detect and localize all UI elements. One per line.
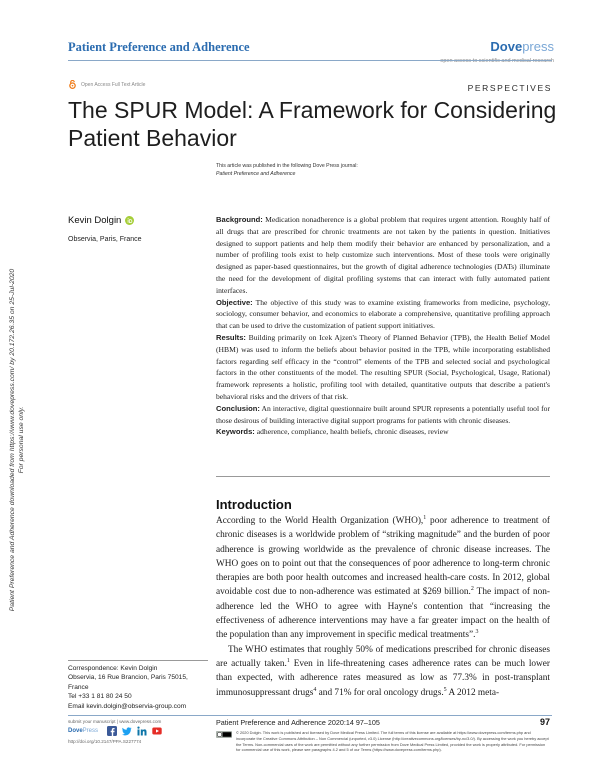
submit-manuscript-link[interactable]: submit your manuscript | www.dovepress.com [68,719,162,724]
abstract-results [216,332,550,403]
abstract-objective [216,297,550,332]
publication-note-journal: Patient Preference and Adherence [216,171,296,177]
abstract-divider [216,476,550,477]
publisher-logo-bold: Dove [490,39,523,54]
conclusion-text: An interactive, digital questionnaire built around SPUR represents a potentially useful tool for those desirous of building interactive digital support programs for patients with chronic diseases. [216,403,550,425]
reference-link[interactable]: 1 [286,657,290,664]
creative-commons-icon[interactable] [216,731,232,738]
license-block [216,730,550,753]
author-block [68,215,134,226]
intro-p1-text-c: The impact of non-adherence led the WHO to agree with Hayne's contention that “increasing the effectiveness of adherence interventions may have a far greater impact on the health of the population than any improvement in specific medical treatments”. [216,587,550,641]
correspondence-address: Observia, 16 Rue Brancion, Paris 75015, [68,674,188,682]
page-number: 97 [539,717,550,727]
reference-link[interactable]: 3 [475,629,479,636]
intro-p2-text-c: and 71% for oral oncology drugs. [316,687,444,698]
introduction-body [216,514,550,700]
reference-link[interactable]: 2 [470,586,474,593]
objective-text: The objective of this study was to examine existing frameworks from medicine, psychology, sociology, consumer behavior, and economics to elaborate a comprehensive, quantitative profiling approach that can be used to drive the customization of patient support initiatives. [216,297,550,331]
keywords-text: adherence, compliance, health beliefs, chronic diseases, review [256,427,449,437]
facebook-icon[interactable] [107,726,117,736]
reference-link[interactable]: 5 [443,686,447,693]
open-access-text: Open Access Full Text Article [81,81,146,88]
open-access-icon [68,80,77,89]
results-label: Results: [216,332,246,342]
correspondence-name: Correspondence: Kevin Dolgin [68,665,158,672]
header-divider [68,60,552,61]
correspondence-email[interactable]: Email kevin.dolgin@observia-group.com [68,702,187,710]
footer-citation: Patient Preference and Adherence 2020:14 97–105 [216,718,380,727]
background-label: Background: [216,215,263,224]
correspondence-block [68,660,208,711]
publication-note [216,162,358,178]
dovepress-footer-wordmark[interactable] [68,728,98,735]
intro-paragraph-1 [216,514,550,643]
article-title: The SPUR Model: A Framework for Considering Patient Behavior [68,97,557,151]
article-type: PERSPECTIVES [467,83,552,93]
correspondence-country: France [68,683,89,691]
intro-p1-text-a: According to the World Health Organization (WHO), [216,516,424,526]
dovepress-footer-bold: Dove [68,727,83,734]
intro-p2-text-a: The WHO estimates that roughly 50% of medications prescribed for chronic diseases are actually taken. [216,644,550,669]
background-text: Medication nonadherence is a global problem that requires urgent attention. Roughly half of all drugs that are prescribed for chronic treatments are not taken by the patients in question. Initiatives designed to support patients and help them modify their behavior are enhanced by personalization, and a number of profiling tools exist to help customize such interventions. Most of these tools were originally designed as paper-based questionnaires, but the growth of digital adherence technologies (DATs) illuminate the need for the development of digital profiling systems that can interact with fully automated patient interfaces. [216,215,550,295]
abstract-conclusion [216,403,550,427]
intro-p1-text-b: poor adherence to treatment of chronic diseases is a worldwide problem of “striking magnitude” and the burden of poor adherence is growing worldwide as the prevalence of chronic disease increases. The WHO goes on to point out that the consequences of poor adherence to long-term chronic therapies are both poor health outcomes and increased health-care costs. In 2012, global avoidable cost due to non-adherence was estimated at $269 billion. [216,516,550,598]
correspondence-phone: Tel +33 1 81 80 24 50 [68,693,132,701]
publication-note-line: This article was published in the following Dove Press journal: [216,163,358,169]
twitter-icon[interactable] [122,726,132,736]
dovepress-footer-light: Press [82,727,99,734]
intro-paragraph-2 [216,643,550,700]
introduction-heading: Introduction [216,497,292,512]
keywords-label: Keywords: [216,427,255,437]
side-note-line-2: For personal use only. [18,406,25,474]
abstract-background [216,214,550,297]
license-text: © 2020 Dolgin. This work is published and licensed by Dove Medical Press Limited. The full terms of this license are available at https://www.dovepress.com/terms.php and incorporate the Creative Commons Attribution – Non Commercial (unported, v3.0) License (http://creativecommons.org/licenses/by-nc/3.0/). By accessing the work you hereby accept the Terms. Non-commercial uses of the work are permitted without any further permission from Dove Medical Press Limited, provided the work is properly attributed. For permission for commercial use of this work, please see paragraphs 4.2 and 5 of our Terms (https://www.dovepress.com/terms.php). [236,730,549,753]
side-download-note [8,150,48,730]
abstract [216,214,550,438]
intro-p2-text-d: A 2012 meta- [446,687,500,698]
orcid-icon[interactable] [125,216,134,225]
objective-label: Objective: [216,297,253,307]
social-links [107,726,162,736]
publisher-logo[interactable] [440,39,554,54]
publisher-tagline: open access to scientific and medical research [440,58,554,64]
author-name: Kevin Dolgin [68,215,122,226]
abstract-keywords [216,426,550,438]
doi-link[interactable]: http://doi.org/10.2147/PPA.S227774 [68,739,142,744]
footer-divider [68,715,552,716]
reference-link[interactable]: 1 [423,514,427,521]
side-note-line-1: Patient Preference and Adherence downloaded from https://www.dovepress.com/ by 20.172.26.35 on 25-Jul-2020 [9,268,16,612]
conclusion-label: Conclusion: [216,403,260,413]
reference-link[interactable]: 4 [313,686,317,693]
linkedin-icon[interactable] [137,726,147,736]
journal-name[interactable]: Patient Preference and Adherence [68,40,250,54]
intro-p2-text-b: Even in life-threatening cases adherence rates can be much lower than expected, with adherence rates measured as low as 77.3% in post-transplant immunosuppressant drugs [216,658,550,698]
results-text: Building primarily on Icek Ajzen's Theory of Planned Behavior (TPB), the Health Belief Model (HBM) was used to inform the beliefs about behavior posited in the TPB, while incorporating established factors regarding self efficacy in the “control” elements of the TPB and selected social and psychological factors in the other constituents of the model. The resulting SPUR (Social, Psychological, Usage, Rational) framework represents a holistic, profiling tool with detailed, quantitative outputs that describe a patient's behavioral risks and the drivers of that risk. [216,332,550,401]
open-access-label [68,80,145,89]
footer-left [68,718,208,745]
youtube-icon[interactable] [152,726,162,736]
dovepress-footer-logo [68,726,208,736]
publisher-logo-light: press [522,39,554,54]
author-affiliation: Observia, Paris, France [68,236,142,243]
